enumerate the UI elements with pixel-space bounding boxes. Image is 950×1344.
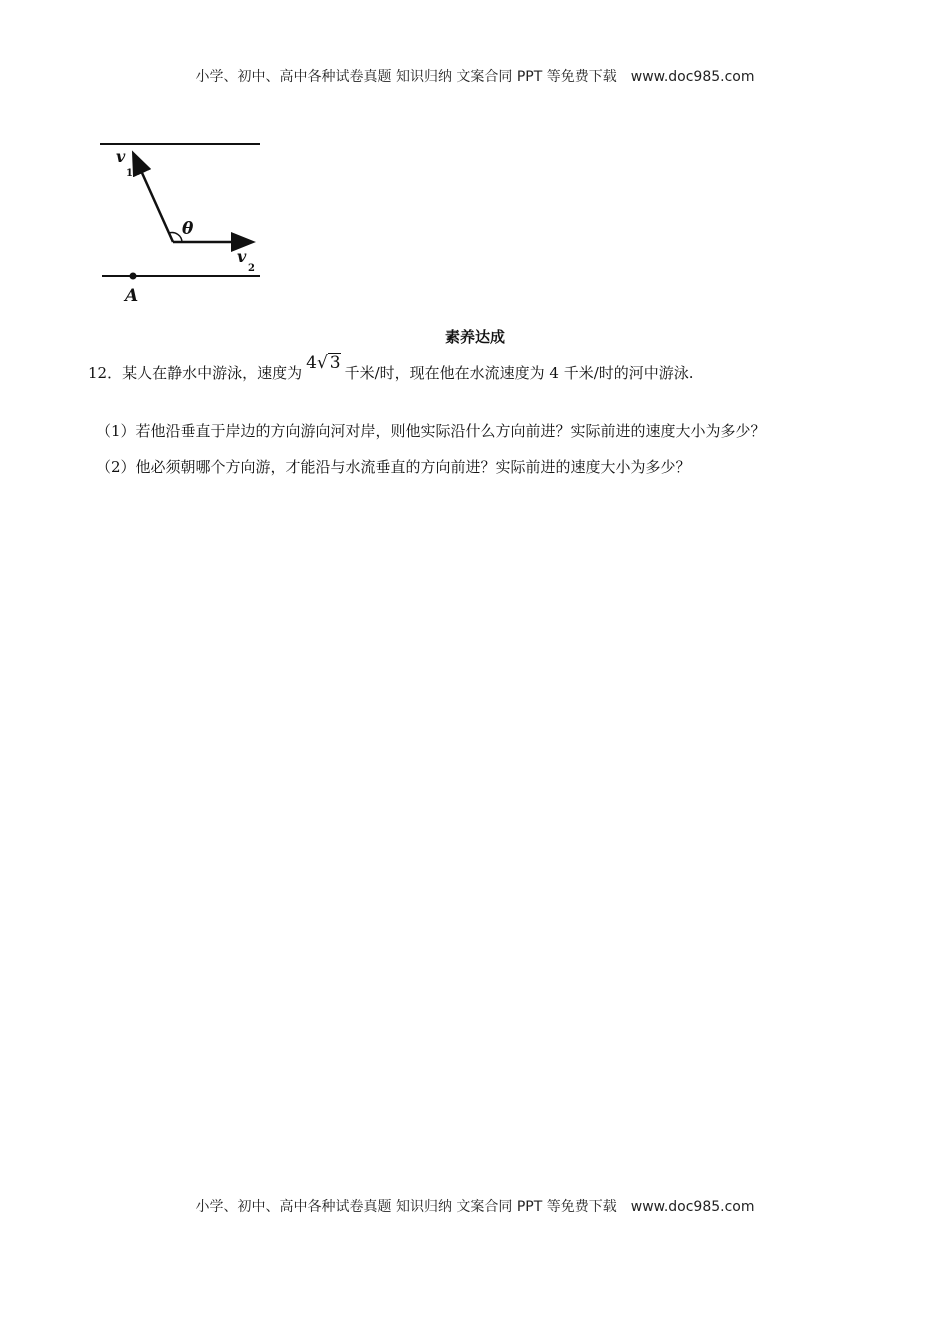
v2-label: v xyxy=(237,247,247,266)
vector-diagram xyxy=(96,136,266,308)
question-1: （1）若他沿垂直于岸边的方向游向河对岸，则他实际沿什么方向前进？实际前进的速度大小为多少？ xyxy=(96,422,766,440)
header-text: 小学、初中、高中各种试卷真题 知识归纳 文案合同 PPT 等免费下载 xyxy=(195,69,617,85)
page-footer xyxy=(0,1196,950,1216)
theta-label: θ xyxy=(182,219,194,239)
problem-text-after: 千米/时，现在他在水流速度为 4 千米/时的河中游泳. xyxy=(344,364,694,382)
problem-text-before: 某人在静水中游泳，速度为 xyxy=(122,364,303,382)
footer-site: www.doc985.com xyxy=(630,1199,755,1215)
math-radicand: 3 xyxy=(329,353,341,373)
page-header xyxy=(0,66,950,86)
v2-subscript: 2 xyxy=(248,263,255,274)
math-expression: 4√ 3 xyxy=(306,353,341,373)
header-site: www.doc985.com xyxy=(630,69,755,85)
math-coef: 4 xyxy=(306,353,317,373)
problem-12 xyxy=(88,353,694,383)
vector-figure xyxy=(96,136,266,308)
problem-number: 12． xyxy=(88,364,123,382)
question-2: （2）他必须朝哪个方向游，才能沿与水流垂直的方向前进？实际前进的速度大小为多少？ xyxy=(96,458,691,476)
section-title: 素养达成 xyxy=(444,328,505,346)
v1-subscript: 1 xyxy=(126,168,133,179)
point-a-label: A xyxy=(125,286,139,306)
v1-label: v xyxy=(116,147,126,166)
footer-text: 小学、初中、高中各种试卷真题 知识归纳 文案合同 PPT 等免费下载 xyxy=(195,1199,617,1215)
point-a-dot xyxy=(130,273,137,280)
v1-arrow xyxy=(134,155,173,242)
